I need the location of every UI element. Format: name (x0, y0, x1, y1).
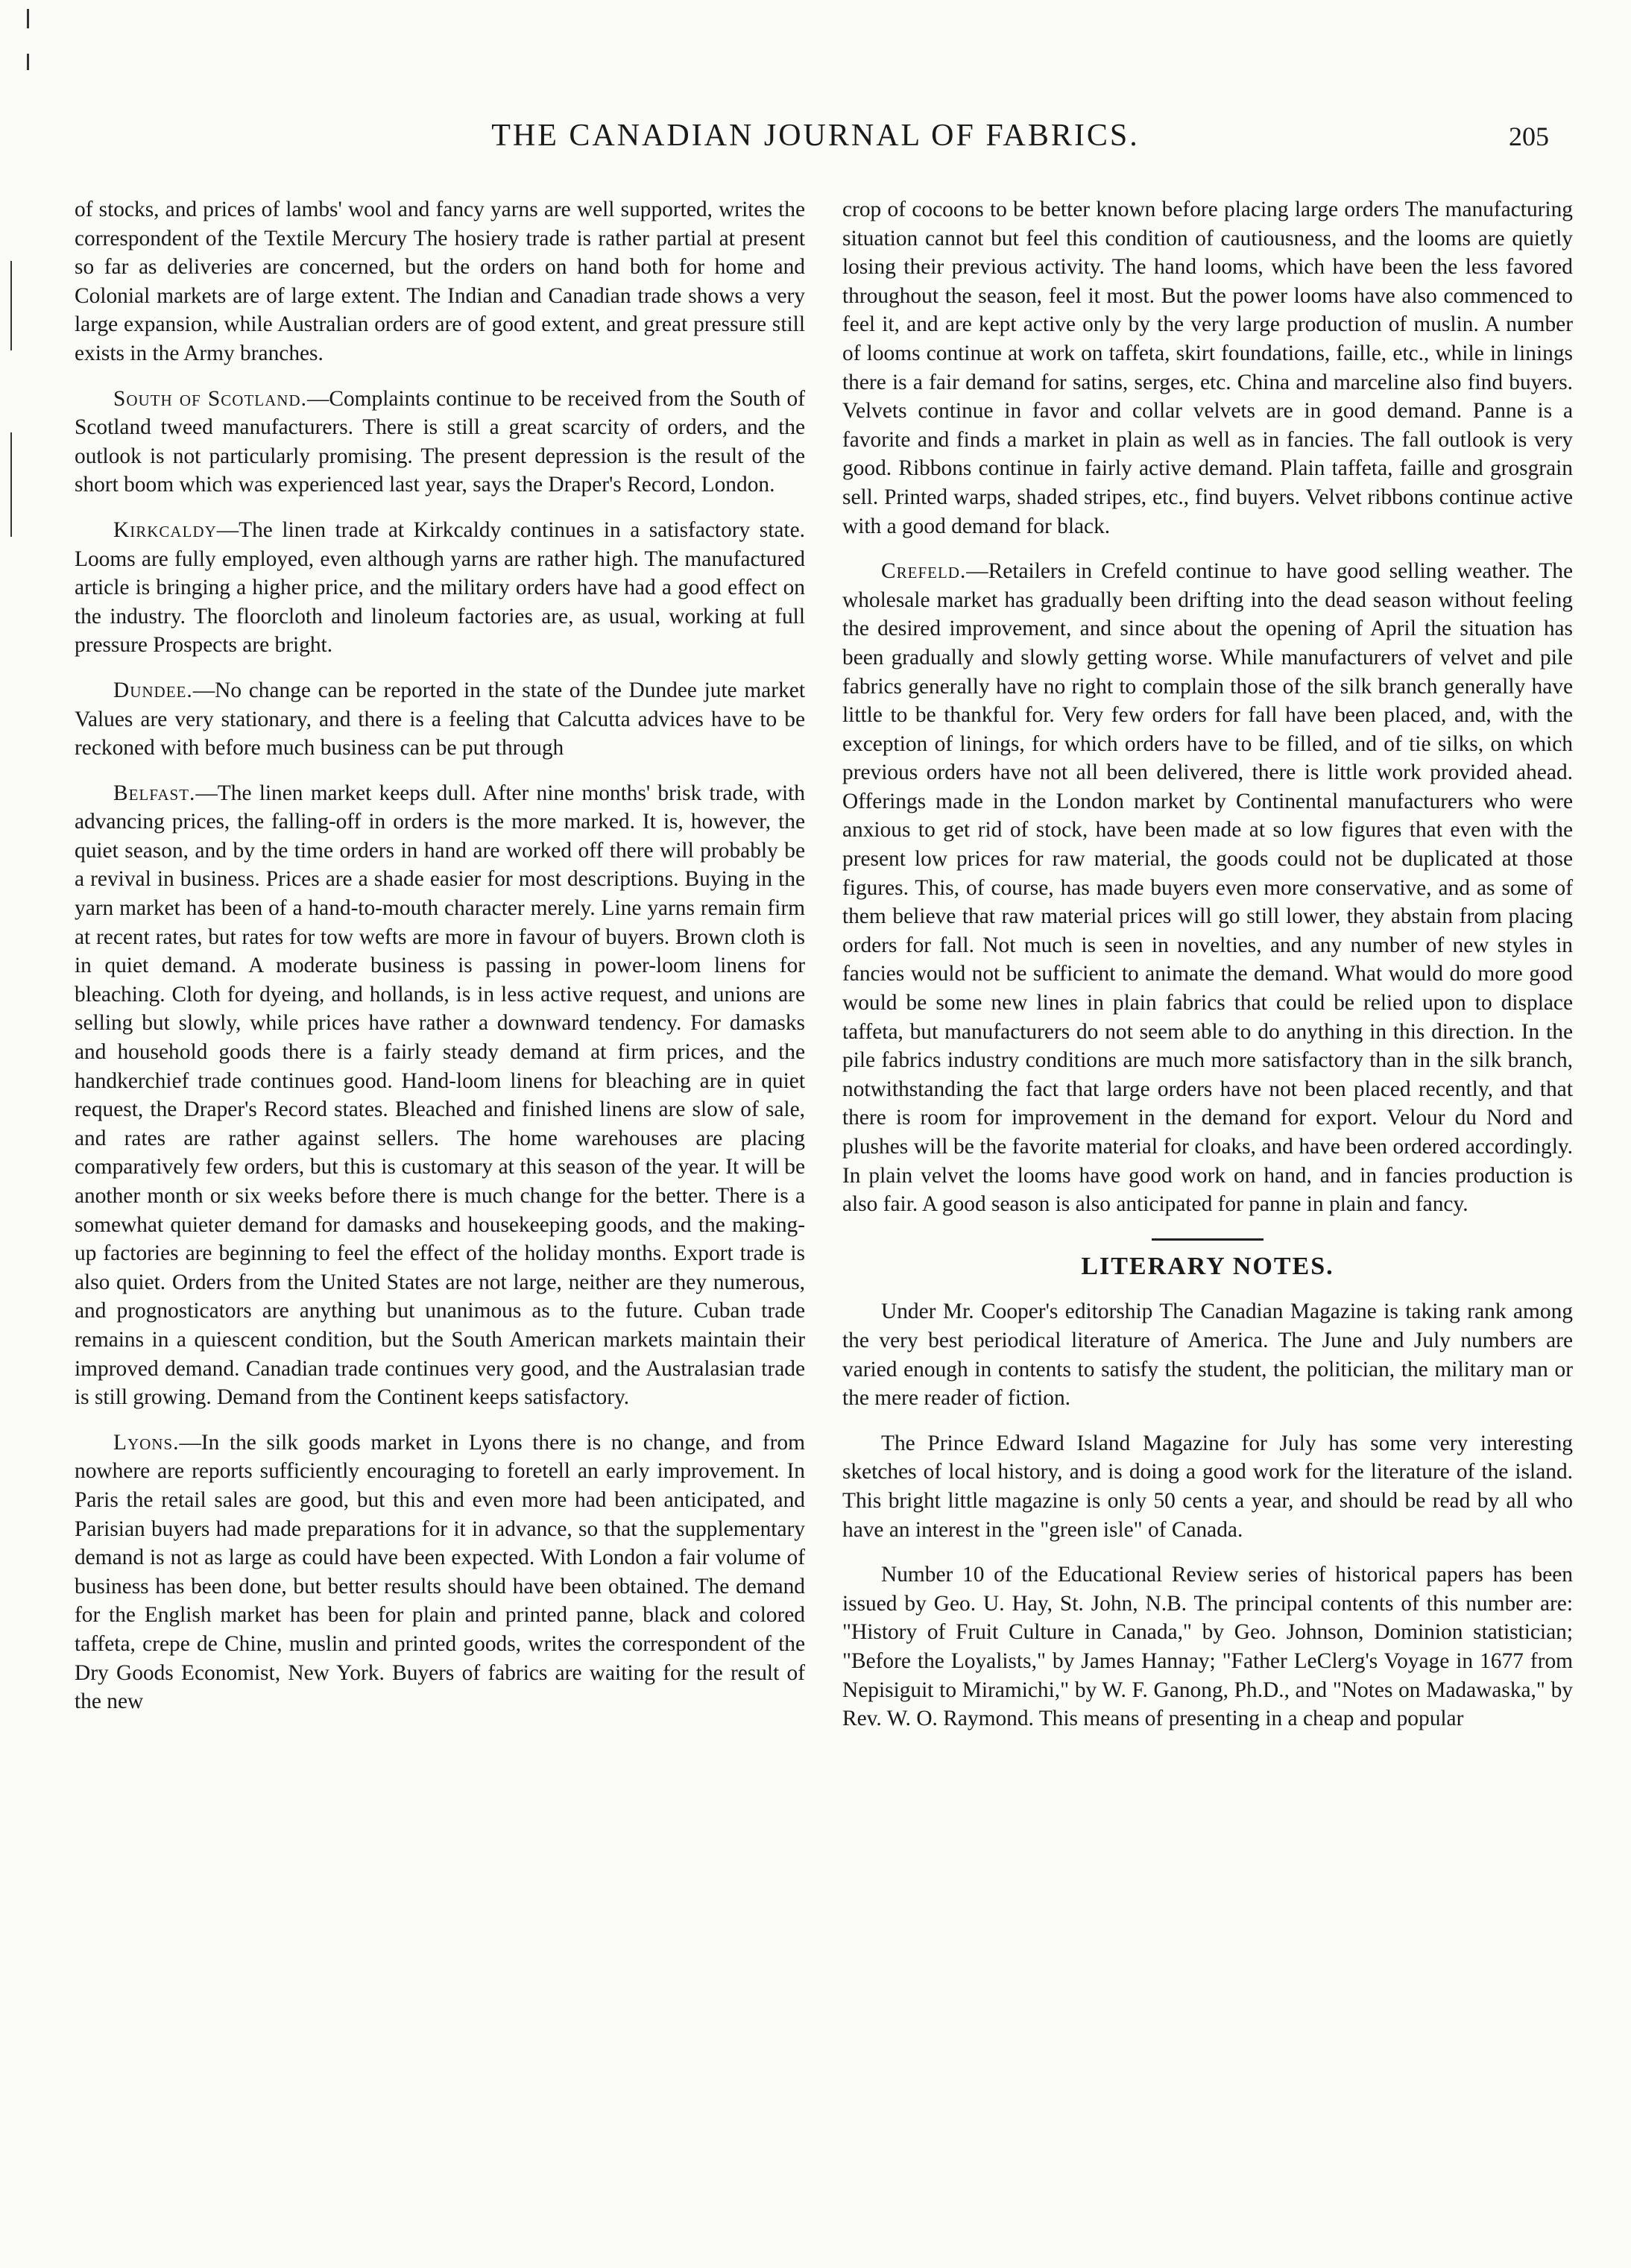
paragraph-text: —The linen trade at Kirkcaldy continues in a satisfactory state. Looms are fully employed, even although yarns are rather high. The manufactured article is bringing a higher price, and the military orders have had a good effect on the industry. The floorcloth and linoleum factories are, as usual, working at full pressure Prospects are bright. (75, 517, 805, 658)
page-number: 205 (1509, 122, 1549, 151)
paragraph-text: —In the silk goods market in Lyons there is no change, and from nowhere are reports sufficiently encouraging to foretell an early improvement. In Paris the retail sales are good, but this and even more had been anticipated, and Parisian buyers had made preparations for it in advance, so that the supplementary demand is not as large as could have been expected. With London a fair volume of business has been done, but better results should have been obtained. The demand for the English market has been for plain and printed panne, black and colored taffeta, crepe de Chine, muslin and printed goods, writes the correspondent of the Dry Goods Economist, New York. Buyers of fabrics are waiting for the result of the new (75, 1430, 805, 1714)
paragraph-text: —The linen market keeps dull. After nine months' brisk trade, with advancing prices, the falling-off in orders is the more marked. It is, however, the quiet season, and by the time orders in hand are worked off there will probably be a revival in business. Prices are a shade easier for most descriptions. Buying in the yarn market has been of a hand-to-mouth character merely. Line yarns remain firm at recent rates, but rates for tow wefts are more in favour of buyers. Brown cloth is in quiet demand. A moderate business is passing in power-loom linens for bleaching. Cloth for dyeing, and hollands, is in less active request, and unions are selling but slowly, while prices have rather a downward tendency. For damasks and household goods there is a fairly steady demand at firm prices, and the handkerchief trade continues good. Hand-loom linens for bleaching are in quiet request, the Draper's Record states. Bleached and finished linens are slow of sale, and rates are rather against sellers. The home warehouses are placing comparatively few orders, but this is customary at this season of the year. It will be another month or six weeks before there is much change for the better. There is a somewhat quieter demand for damasks and housekeeping goods, and the making-up factories are beginning to feel the effect of the holiday months. Export trade is also quiet. Orders from the United States are not large, neither are they numerous, and prognosticators are anything but unanimous as to the future. Cuban trade remains in a quiescent condition, but the South American markets maintain their improved demand. Canadian trade continues very good, and the Australasian trade is still growing. Demand from the Continent keeps satisfactory. (75, 781, 805, 1410)
section-title: LITERARY NOTES. (1081, 1252, 1334, 1280)
paragraph-text: crop of cocoons to be better known before placing large orders The manufacturing situation cannot but feel this condition of cautiousness, and the looms are quietly losing their previous activity. The hand looms, which have been the less favored throughout the season, feel it most. But the power looms have also commenced to feel it, and are kept active only by the very large production of muslin. A number of looms continue at work on taffeta, skirt foundations, faille, etc., while in linings there is a fair demand for satins, serges, etc. China and marceline also find buyers. Velvets continue in favor and collar velvets are in good demand. Panne is a favorite and finds a market in plain as well as in fancies. The fall outlook is very good. Ribbons continue in fairly active demand. Plain taffeta, faille and grosgrain sell. Printed warps, shaded stripes, etc., find buyers. Velvet ribbons continue active with a good demand for black. (842, 198, 1573, 538)
page-header (0, 118, 1631, 163)
paragraph-text: —Complaints continue to be received from the South of Scotland tweed manufacturers. There is still a great scarcity of orders, and the outlook is not particularly promising. The present depression is the result of the short boom which was experienced last year, says the Draper's Record, London. (75, 386, 805, 497)
article-paragraph (75, 385, 805, 500)
literary-paragraph: The Prince Edward Island Magazine for July has some very interesting sketches of local history, and is doing a good work for the literature of the island. This bright little magazine is only 50 cents a year, and should be read by all who have an interest in the "green isle" of Canada. (842, 1431, 1573, 1542)
paragraph-text: —Retailers in Crefeld continue to have good selling weather. The wholesale market has gradually been drifting into the dead season without feeling the desired improvement, and since about the opening of April the situation has been gradually and slowly getting worse. While manufacturers of velvet and pile fabrics generally have no right to complain those of the silk branch generally have little to be thankful for. Very few orders for fall have been placed, and, with the exception of linings, for which orders have to be filled, and of tie silks, on which previous orders have not all been delivered, there is little work provided ahead. Offerings made in the London market by Continental manufacturers who were anxious to get rid of stock, have been made at so low figures that even with the present low prices for raw material, the goods could not be duplicated at those figures. This, of course, has made buyers even more conservative, and as some of them believe that raw material prices will go still lower, they abstain from placing orders for fall. Not much is seen in novelties, and any number of new styles in fancies would not be sufficient to animate the demand. What would do more good would be some new lines in plain fabrics that could be relied upon to displace taffeta, but manufacturers do not seem able to do anything in this direction. In the pile fabrics industry conditions are much more satisfactory than in the silk branch, notwithstanding the fact that large orders have not been placed recently, and that there is room for improvement in the demand for export. Velour du Nord and plushes will be the favorite material for cloaks, and have been ordered accordingly. In plain velvet the looms have good work on hand, and in fancies production is also fair. A good season is also anticipated for panne in plain and fancy. (842, 559, 1573, 1217)
left-column (75, 195, 805, 1733)
article-paragraph (842, 195, 1573, 541)
scan-mark (10, 261, 12, 350)
literary-paragraph: Number 10 of the Educational Review series of historical papers has been issued by Geo. U. Hay, St. John, N.B. The principal contents of this number are: "History of Fruit Culture in Canada," by Geo. Johnson, Dominion statistician; "Before the Loyalists," by James Hannay; "Father LeClerg's Voyage in 1677 from Nepisiguit to Miramichi," by W. F. Ganong, Ph.D., and "Notes on Madawaska," by Rev. W. O. Raymond. This means of presenting in a cheap and popular (842, 1563, 1573, 1731)
paragraph-lead: Lyons. (113, 1430, 180, 1455)
paragraph-lead: South of Scotland. (113, 386, 307, 411)
section-divider (1152, 1238, 1264, 1241)
article-paragraph (75, 195, 805, 368)
article-paragraph (75, 779, 805, 1412)
scan-mark (10, 432, 12, 537)
page-title: THE CANADIAN JOURNAL OF FABRICS. (491, 119, 1140, 153)
paragraph-text: —No change can be reported in the state of the Dundee jute market Values are very stationary, and there is a feeling that Calcutta advices have to be reckoned with before much business can be put through (75, 678, 805, 760)
article-paragraph (842, 557, 1573, 1219)
right-column (842, 195, 1573, 1750)
article-paragraph (75, 516, 805, 660)
article-paragraph (75, 1428, 805, 1716)
paragraph-lead: Dundee. (113, 678, 193, 702)
literary-paragraph: Under Mr. Cooper's editorship The Canadian Magazine is taking rank among the very best periodical literature of America. The June and July numbers are varied enough in contents to satisfy the student, the politician, the military man or the mere reader of fiction. (842, 1300, 1573, 1411)
scan-mark (27, 54, 29, 70)
paragraph-text: of stocks, and prices of lambs' wool and fancy yarns are well supported, writes the correspondent of the Textile Mercury The hosiery trade is rather partial at present so far as deliveries are concerned, but the orders on hand both for home and Colonial markets are of large extent. The Indian and Canadian trade shows a very large expansion, while Australian orders are of good extent, and great pressure still exists in the Army branches. (75, 198, 805, 365)
paragraph-lead: Kirkcaldy (113, 517, 217, 542)
paragraph-lead: Crefeld. (881, 559, 967, 584)
article-paragraph (75, 676, 805, 763)
scan-mark (27, 9, 29, 28)
paragraph-lead: Belfast. (113, 781, 196, 805)
